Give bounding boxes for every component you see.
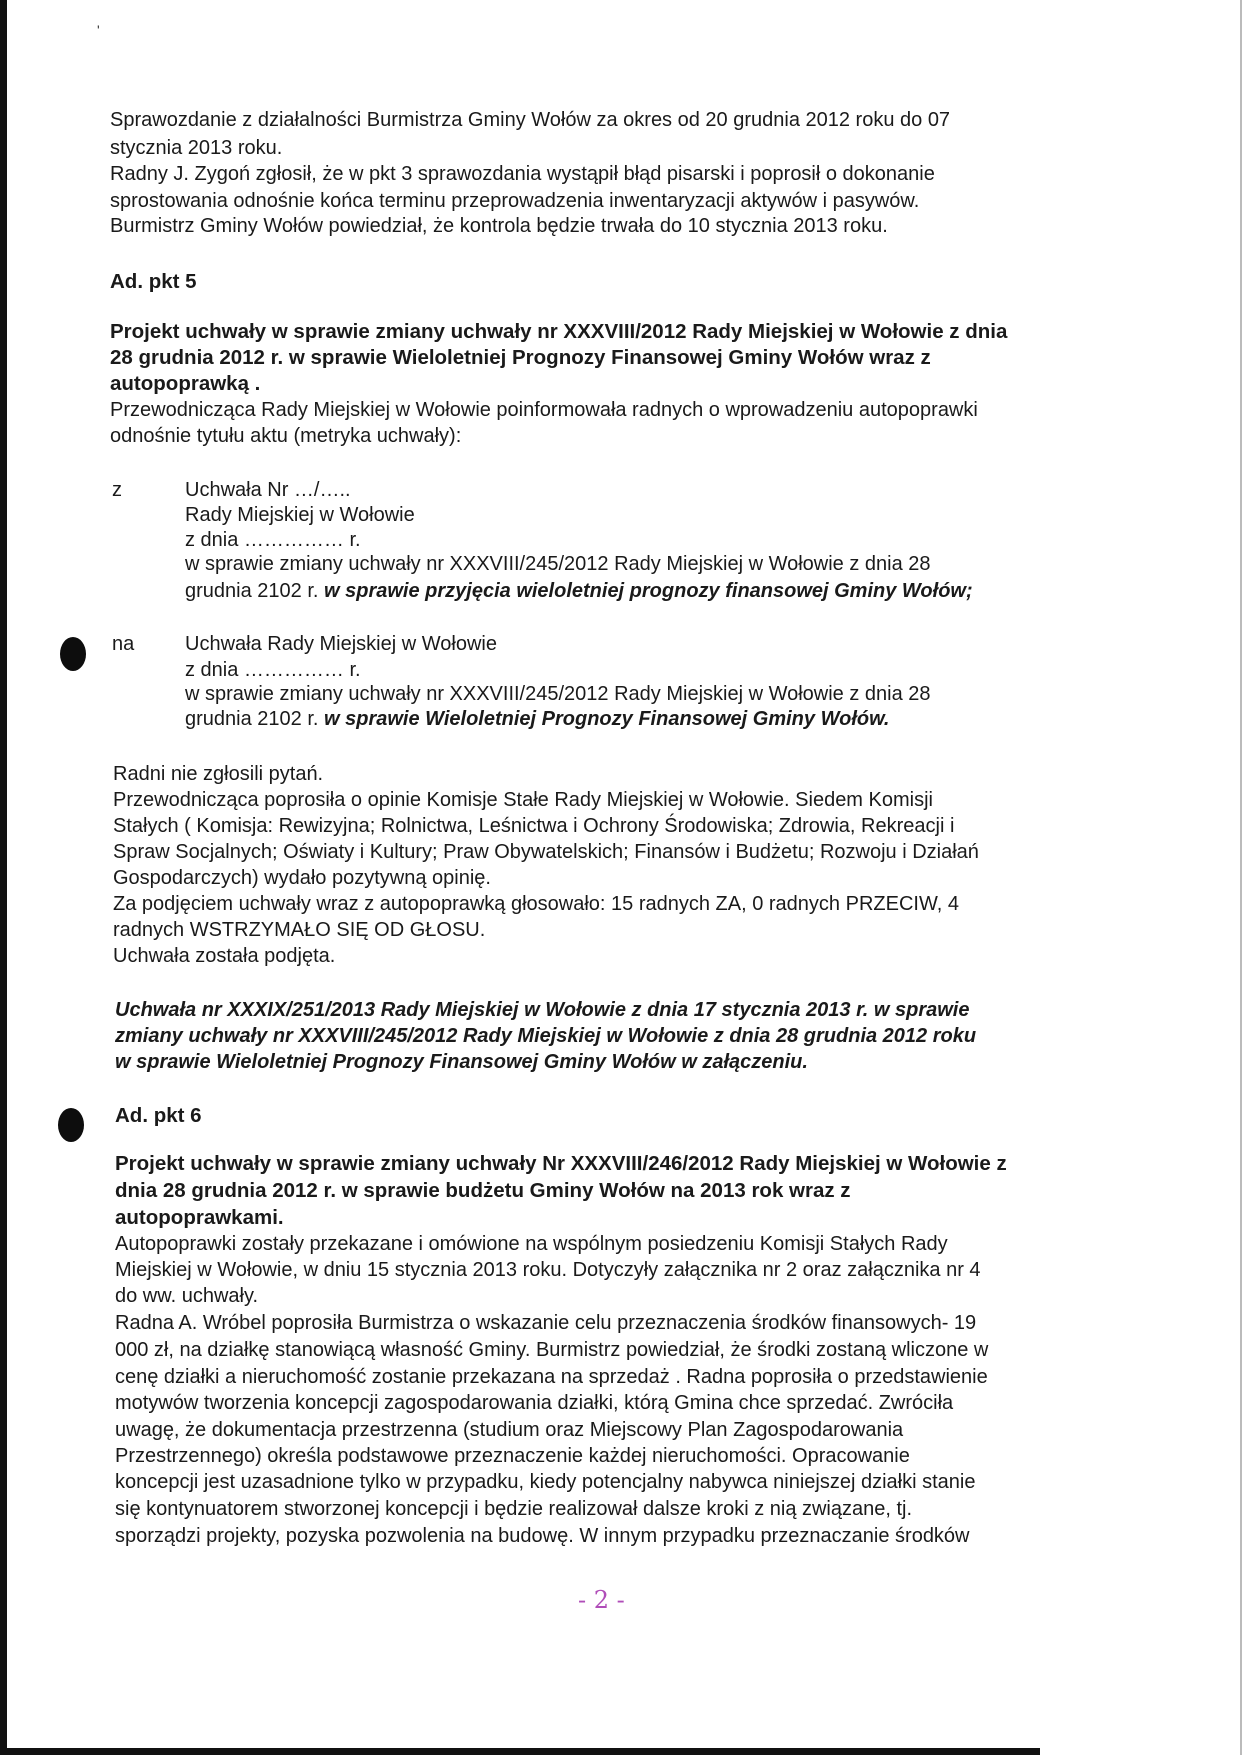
text-line: Uchwała Nr …/….. xyxy=(185,479,351,501)
text-line: w sprawie zmiany uchwały nr XXXVIII/245/2012 Rady Miejskiej w Wołowie z dnia 28 xyxy=(185,683,931,705)
text-line: Burmistrz Gminy Wołów powiedział, że kontrola będzie trwała do 10 stycznia 2013 roku. xyxy=(110,215,888,237)
text-line: motywów tworzenia koncepcji zagospodarowania działki, którą Gmina chce sprzedać. Zwróciła xyxy=(115,1392,954,1414)
resolution-title: autopoprawką . xyxy=(110,372,261,395)
text-line: Rady Miejskiej w Wołowie xyxy=(185,504,415,526)
text-line: do ww. uchwały. xyxy=(115,1285,259,1307)
list-label: z xyxy=(112,479,122,501)
text-line: Przestrzennego) określa podstawowe przeznaczenie każdej nieruchomości. Opracowanie xyxy=(115,1445,910,1467)
text-line: Miejskiej w Wołowie, w dniu 15 stycznia 2013 roku. Dotyczyły załącznika nr 2 oraz załącznika nr 4 xyxy=(115,1259,981,1281)
text-line: Gospodarczych) wydało pozytywną opinię. xyxy=(113,867,491,889)
text-line: 000 zł, na działkę stanowiącą własność Gminy. Burmistrz powiedział, że środki zostaną wliczone w xyxy=(115,1339,989,1361)
section-heading: Ad. pkt 6 xyxy=(115,1104,202,1127)
text-line: stycznia 2013 roku. xyxy=(110,137,283,159)
text-line: Przewodnicząca poprosiła o opinie Komisje Stałe Rady Miejskiej w Wołowie. Siedem Komisji xyxy=(113,789,933,811)
resolution-title: Projekt uchwały w sprawie zmiany uchwały Nr XXXVIII/246/2012 Rady Miejskiej w Wołowie z xyxy=(115,1152,1007,1175)
corner-mark: ' xyxy=(97,22,100,38)
text-line: Uchwała Rady Miejskiej w Wołowie xyxy=(185,633,497,655)
section-heading: Ad. pkt 5 xyxy=(110,270,197,293)
text-line xyxy=(185,707,889,731)
text-line: się kontynuatorem stworzonej koncepcji i będzie realizował dalsze kroki z nią związane, tj. xyxy=(115,1498,913,1520)
text-line: Uchwała została podjęta. xyxy=(113,945,336,967)
resolution-reference: Uchwała nr XXXIX/251/2013 Rady Miejskiej w Wołowie z dnia 17 stycznia 2013 r. w sprawie xyxy=(115,999,970,1021)
emphasis-text: w sprawie przyjęcia wieloletniej prognozy finansowej Gminy Wołów; xyxy=(324,580,973,602)
text-line: Stałych ( Komisja: Rewizyjna; Rolnictwa, Leśnictwa i Ochrony Środowiska; Zdrowia, Rekreacji i xyxy=(113,815,955,837)
text-line: Sprawozdanie z działalności Burmistrza Gminy Wołów za okres od 20 grudnia 2012 roku do 07 xyxy=(110,109,951,131)
resolution-title: autopoprawkami. xyxy=(115,1206,284,1229)
scan-edge-bottom xyxy=(0,1748,1040,1755)
text-line: odnośnie tytułu aktu (metryka uchwały): xyxy=(110,425,462,447)
scan-edge-left xyxy=(0,0,7,1755)
punch-hole-icon xyxy=(58,1108,84,1142)
text-line: koncepcji jest uzasadnione tylko w przypadku, kiedy potencjalny nabywca niniejszej działki stanie xyxy=(115,1471,976,1493)
text-line xyxy=(185,579,973,603)
text-line: Radni nie zgłosili pytań. xyxy=(113,763,324,785)
text-line: sprostowania odnośnie końca terminu przeprowadzenia inwentaryzacji aktywów i pasywów. xyxy=(110,190,920,212)
punch-hole-icon xyxy=(60,637,86,671)
text-line: Spraw Socjalnych; Oświaty i Kultury; Praw Obywatelskich; Finansów i Budżetu; Rozwoju i Działań xyxy=(113,841,979,863)
resolution-title: Projekt uchwały w sprawie zmiany uchwały nr XXXVIII/2012 Rady Miejskiej w Wołowie z dnia xyxy=(110,320,1008,343)
text-line: sporządzi projekty, pozyska pozwolenia na budowę. W innym przypadku przeznaczanie środków xyxy=(115,1525,970,1547)
text-segment: grudnia 2102 r. xyxy=(185,580,319,602)
page-number: - 2 - xyxy=(578,1586,625,1614)
text-line: Przewodnicząca Rady Miejskiej w Wołowie poinformowała radnych o wprowadzeniu autopoprawki xyxy=(110,399,978,421)
scan-edge-right xyxy=(1240,0,1242,1755)
resolution-reference: w sprawie Wieloletniej Prognozy Finansowej Gminy Wołów w załączeniu. xyxy=(115,1051,808,1073)
resolution-title: 28 grudnia 2012 r. w sprawie Wieloletniej Prognozy Finansowej Gminy Wołów wraz z xyxy=(110,346,931,369)
text-line: Za podjęciem uchwały wraz z autopoprawką głosowało: 15 radnych ZA, 0 radnych PRZECIW, 4 xyxy=(113,893,959,915)
list-label: na xyxy=(112,633,135,655)
text-line: uwagę, że dokumentacja przestrzenna (studium oraz Miejscowy Plan Zagospodarowania xyxy=(115,1419,904,1441)
text-line: w sprawie zmiany uchwały nr XXXVIII/245/2012 Rady Miejskiej w Wołowie z dnia 28 xyxy=(185,553,931,575)
text-line: cenę działki a nieruchomość zostanie przekazana na sprzedaż . Radna poprosiła o przedstawienie xyxy=(115,1366,988,1388)
text-line: z dnia …………… r. xyxy=(185,529,361,551)
text-line: Autopoprawki zostały przekazane i omówione na wspólnym posiedzeniu Komisji Stałych Rady xyxy=(115,1233,948,1255)
resolution-title: dnia 28 grudnia 2012 r. w sprawie budżetu Gminy Wołów na 2013 rok wraz z xyxy=(115,1179,851,1202)
emphasis-text: w sprawie Wieloletniej Prognozy Finansowej Gminy Wołów. xyxy=(324,708,890,730)
text-segment: grudnia 2102 r. xyxy=(185,708,319,730)
text-line: Radny J. Zygoń zgłosił, że w pkt 3 sprawozdania wystąpił błąd pisarski i poprosił o dokonanie xyxy=(110,163,935,185)
text-line: radnych WSTRZYMAŁO SIĘ OD GŁOSU. xyxy=(113,919,486,941)
resolution-reference: zmiany uchwały nr XXXVIII/245/2012 Rady Miejskiej w Wołowie z dnia 28 grudnia 2012 roku xyxy=(115,1025,977,1047)
text-line: Radna A. Wróbel poprosiła Burmistrza o wskazanie celu przeznaczenia środków finansowych- 19 xyxy=(115,1312,977,1334)
text-line: z dnia …………… r. xyxy=(185,659,361,681)
